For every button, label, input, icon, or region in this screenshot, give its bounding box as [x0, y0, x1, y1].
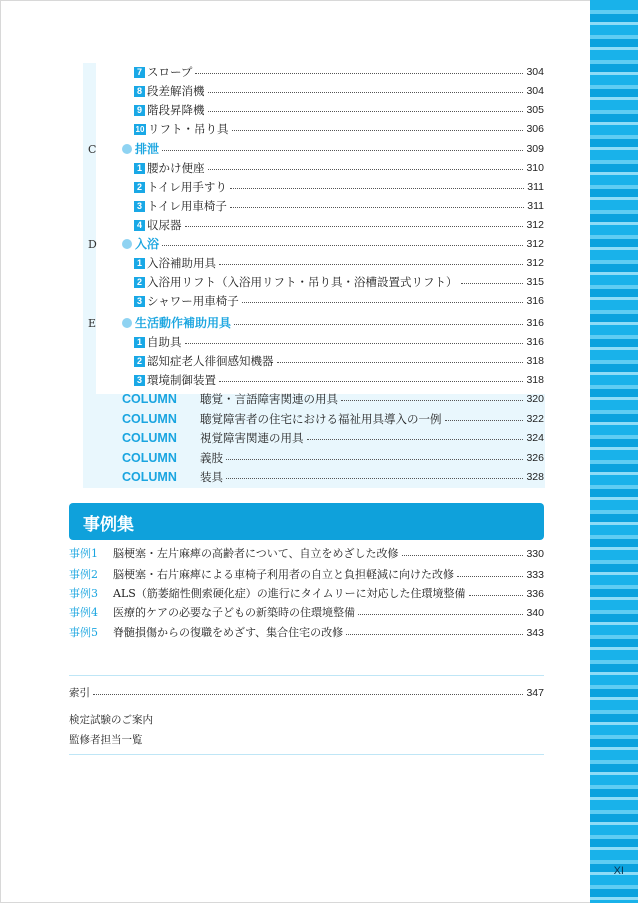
- leader-dots: [469, 595, 524, 596]
- leader-dots: [232, 130, 524, 131]
- edge-stripe: [590, 0, 638, 903]
- index-entry[interactable]: [69, 684, 544, 702]
- toc-entry-page: 328: [526, 471, 544, 483]
- toc-entry-page: 304: [526, 85, 544, 97]
- toc-column-entry[interactable]: [122, 449, 544, 467]
- toc-section-c[interactable]: [122, 140, 544, 158]
- toc-entry-label: リフト・吊り具: [148, 122, 229, 136]
- toc-entry-label: 視覚障害関連の用具: [200, 431, 304, 445]
- case-tag: 事例3: [69, 587, 98, 600]
- bullet-icon: [122, 318, 132, 328]
- page-number: XI: [613, 865, 624, 877]
- toc-entry-label: 入浴補助用具: [147, 256, 216, 270]
- leader-dots: [219, 264, 523, 265]
- case-label: 脳梗塞・左片麻痺の高齢者について、自立をめざした改修: [113, 547, 399, 560]
- toc-entry[interactable]: [134, 159, 544, 177]
- index-label: 索引: [69, 687, 90, 699]
- toc-entry-label: 収尿器: [147, 218, 182, 232]
- toc-entry-page: 318: [526, 374, 544, 386]
- leader-dots: [162, 245, 523, 246]
- leader-dots: [346, 634, 523, 635]
- leader-dots: [230, 207, 524, 208]
- toc-entry-label: 義肢: [200, 451, 223, 465]
- item-number-badge: 3: [134, 296, 145, 307]
- section-letter-e: E: [88, 317, 97, 330]
- toc-entry[interactable]: [134, 63, 544, 81]
- item-number-badge: 10: [135, 124, 145, 134]
- column-tag: COLUMN: [122, 451, 177, 465]
- leader-dots: [208, 92, 524, 93]
- item-number-badge: 7: [134, 67, 145, 78]
- case-page: 336: [526, 588, 544, 600]
- case-entry[interactable]: [69, 566, 544, 584]
- toc-entry-page: 306: [526, 123, 544, 135]
- leader-dots: [307, 439, 524, 440]
- toc-entry-page: 326: [526, 452, 544, 464]
- toc-entry-label: 聴覚障害者の住宅における福祉用具導入の一例: [200, 412, 442, 426]
- toc-entry-label: 環境制御装置: [147, 373, 216, 387]
- toc-entry-page: 316: [526, 317, 544, 329]
- toc-entry-page: 310: [526, 162, 544, 174]
- toc-entry-label: トイレ用車椅子: [147, 199, 227, 213]
- case-label: 脳梗塞・右片麻痺による車椅子利用者の自立と負担軽減に向けた改修: [113, 568, 454, 581]
- leader-dots: [358, 614, 523, 615]
- toc-entry-page: 316: [526, 336, 544, 348]
- section-title: 生活動作補助用具: [135, 316, 232, 330]
- toc-entry-label: 装具: [200, 470, 223, 484]
- case-label: 脊髄損傷からの復職をめざす、集合住宅の改修: [113, 626, 344, 639]
- toc-entry[interactable]: [134, 371, 544, 389]
- case-entry[interactable]: [69, 545, 544, 563]
- leader-dots: [461, 283, 524, 284]
- item-number-badge: 2: [134, 356, 145, 367]
- leader-dots: [185, 343, 524, 344]
- toc-section-e[interactable]: [122, 314, 544, 332]
- toc-entry-label: 自助具: [147, 335, 182, 349]
- toc-entry-page: 304: [526, 66, 544, 78]
- case-tag: 事例5: [69, 626, 98, 639]
- toc-entry[interactable]: [134, 197, 544, 215]
- item-number-badge: 3: [134, 201, 145, 212]
- toc-section-d[interactable]: [122, 235, 544, 253]
- leader-dots: [185, 226, 524, 227]
- toc-entry-page: 311: [527, 200, 544, 212]
- toc-entry-page: 316: [526, 295, 544, 307]
- leader-dots: [226, 459, 523, 460]
- toc-entry-label: シャワー用車椅子: [147, 294, 239, 308]
- toc-entry-page: 324: [526, 432, 544, 444]
- divider: [69, 675, 544, 676]
- case-label: ALS（筋萎縮性側索硬化症）の進行にタイムリーに対応した住環境整備: [113, 587, 466, 600]
- leader-dots: [219, 381, 523, 382]
- toc-entry-label: 入浴用リフト（入浴用リフト・吊り具・浴槽設置式リフト）: [147, 275, 458, 289]
- leader-dots: [162, 150, 523, 151]
- leader-dots: [226, 478, 523, 479]
- section-letter-c: C: [88, 143, 97, 156]
- case-entry[interactable]: [69, 585, 544, 603]
- leader-dots: [208, 169, 524, 170]
- leader-dots: [195, 73, 523, 74]
- toc-column-entry[interactable]: [122, 410, 544, 428]
- leader-dots: [445, 420, 524, 421]
- toc-entry-page: 315: [526, 276, 544, 288]
- toc-column-entry[interactable]: [122, 390, 544, 408]
- section-title: 入浴: [135, 237, 160, 251]
- column-tag: COLUMN: [122, 470, 177, 484]
- item-number-badge: 3: [134, 375, 145, 386]
- toc-entry[interactable]: [134, 352, 544, 370]
- case-page: 333: [526, 569, 544, 581]
- item-number-badge: 4: [134, 220, 145, 231]
- toc-entry-page: 312: [526, 219, 544, 231]
- toc-entry-label: 認知症老人徘徊感知機器: [147, 354, 274, 368]
- leader-dots: [457, 576, 523, 577]
- item-number-badge: 8: [134, 86, 145, 97]
- toc-entry-page: 312: [526, 257, 544, 269]
- case-tag: 事例4: [69, 606, 98, 619]
- toc-column-entry[interactable]: [122, 429, 544, 447]
- toc-entry[interactable]: [134, 273, 544, 291]
- item-number-badge: 2: [134, 277, 145, 288]
- column-tag: COLUMN: [122, 412, 177, 426]
- toc-entry[interactable]: [134, 101, 544, 119]
- toc-column-entry[interactable]: [122, 468, 544, 486]
- toc-entry[interactable]: [134, 254, 544, 272]
- case-page: 340: [526, 607, 544, 619]
- toc-entry-page: 312: [526, 238, 544, 250]
- item-number-badge: 9: [134, 105, 145, 116]
- toc-entry-label: 階段昇降機: [147, 103, 205, 117]
- section-title: 排泄: [135, 142, 160, 156]
- item-number-badge: 1: [134, 258, 145, 269]
- bullet-icon: [122, 144, 132, 154]
- item-number-badge: 1: [134, 337, 145, 348]
- toc-entry-page: 309: [526, 143, 544, 155]
- leader-dots: [341, 400, 523, 401]
- toc-entry[interactable]: [134, 216, 544, 234]
- exam-guide-entry[interactable]: 検定試験のご案内: [69, 714, 153, 726]
- toc-entry-page: 305: [526, 104, 544, 116]
- item-number-badge: 1: [134, 163, 145, 174]
- column-tag: COLUMN: [122, 431, 177, 445]
- index-page: 347: [526, 687, 544, 699]
- toc-entry-label: トイレ用手すり: [147, 180, 227, 194]
- divider: [69, 754, 544, 755]
- toc-entry-label: 聴覚・言語障害関連の用具: [200, 392, 338, 406]
- case-page: 330: [526, 548, 544, 560]
- leader-dots: [230, 188, 524, 189]
- case-tag: 事例1: [69, 547, 98, 560]
- toc-entry[interactable]: [134, 178, 544, 196]
- leader-dots: [402, 555, 524, 556]
- toc-entry-label: 腰かけ便座: [147, 161, 205, 175]
- bullet-icon: [122, 239, 132, 249]
- cases-heading: 事例集: [83, 515, 134, 535]
- toc-entry[interactable]: [134, 120, 544, 138]
- toc-entry-label: スロープ: [147, 65, 193, 79]
- leader-dots: [93, 694, 523, 695]
- case-entry[interactable]: [69, 604, 544, 622]
- leader-dots: [234, 324, 523, 325]
- case-tag: 事例2: [69, 568, 98, 581]
- toc-entry-page: 320: [526, 393, 544, 405]
- cases-heading-bar: [69, 503, 544, 540]
- section-letter-d: D: [88, 238, 97, 251]
- toc-entry[interactable]: [134, 82, 544, 100]
- item-number-badge: 2: [134, 182, 145, 193]
- toc-entry-label: 段差解消機: [147, 84, 205, 98]
- case-label: 医療的ケアの必要な子どもの新築時の住環境整備: [113, 606, 355, 619]
- case-page: 343: [526, 627, 544, 639]
- leader-dots: [277, 362, 524, 363]
- toc-entry-page: 311: [527, 181, 544, 193]
- toc-entry-page: 318: [526, 355, 544, 367]
- column-tag: COLUMN: [122, 392, 177, 406]
- toc-entry[interactable]: [134, 292, 544, 310]
- leader-dots: [242, 302, 524, 303]
- leader-dots: [208, 111, 524, 112]
- toc-entry-page: 322: [526, 413, 544, 425]
- case-entry[interactable]: [69, 624, 544, 642]
- supervisors-entry[interactable]: 監修者担当一覧: [69, 734, 143, 746]
- toc-entry[interactable]: [134, 333, 544, 351]
